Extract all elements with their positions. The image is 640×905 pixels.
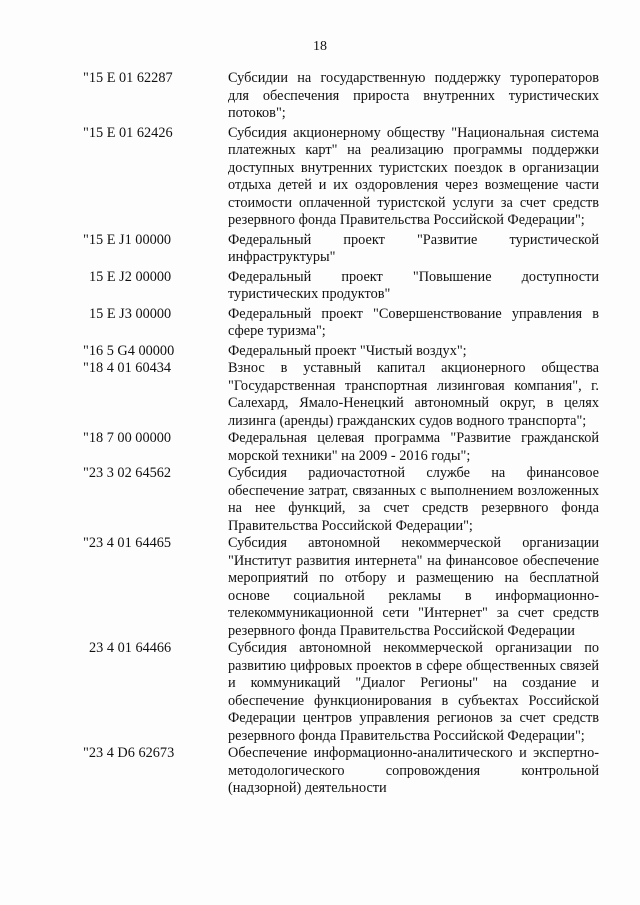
list-item [0,360,640,430]
list-item [0,125,640,230]
list-item [0,535,640,640]
budget-description: Субсидия автономной некоммерческой организации "Институт развития интернета" на финансовое обеспечение мероприятий по отбору и размещению на бесплатной основе социальной рекламы в информационно-телекоммуникационной сети "Интернет" за счет средств резервного фонда Правительства Российской Федерации [228,535,599,639]
list-item [0,465,640,535]
list-item [0,306,640,341]
budget-code: 15 E J3 00000 [89,305,172,322]
budget-description: Взнос в уставный капитал акционерного общества "Государственная транспортная лизинговая компания", г. Салехард, Ямало-Ненецкий автономный округ, в целях лизинга (аренды) гражданских судов водного транспорта"; [228,360,599,429]
budget-code-list [0,70,640,798]
list-item [0,430,640,465]
budget-code: 15 E J2 00000 [89,268,172,285]
budget-description: Субсидия автономной некоммерческой организации по развитию цифровых проектов в сфере общественных связей и коммуникаций "Диалог Регионы" на создание и обеспечение функционирования в субъектах Российской Федерации центров управления регионов за счет средств резервного фонда Правительства Российской Федерации"; [228,640,599,744]
budget-code: "18 4 01 60434 [83,360,172,376]
list-item [0,640,640,745]
budget-code: "18 7 00 00000 [83,430,172,446]
budget-description: Субсидия акционерному обществу "Национальная система платежных карт" на реализацию программы поддержки доступных внутренних туристских поездок в организации отдыха детей и их оздоровления через возмещение части стоимости оплаченной туристской услуги за счет средств резервного фонда Правительства Российской Федерации"; [228,124,599,228]
budget-description: Федеральный проект "Развитие туристической инфраструктуры" [228,231,599,265]
list-item [0,745,640,798]
list-item [0,269,640,304]
budget-code: "23 4 01 64465 [83,535,172,551]
budget-description: Федеральный проект "Совершенствование управления в сфере туризма"; [228,305,599,339]
budget-description: Обеспечение информационно-аналитического и экспертно-методологического сопровождения контрольной (надзорной) деятельности [228,745,599,796]
page-number: 18 [313,39,327,54]
budget-code: "15 E 01 62426 [83,124,173,141]
budget-code: "15 E J1 00000 [83,231,172,248]
budget-code: "23 4 D6 62673 [83,745,175,761]
list-item [0,70,640,123]
budget-code: "16 5 G4 00000 [83,342,175,359]
budget-code: 23 4 01 64466 [89,640,172,656]
budget-code: "15 E 01 62287 [83,70,173,86]
budget-code: "23 3 02 64562 [83,465,172,481]
list-item [0,343,640,361]
list-item [0,232,640,267]
budget-description: Субсидия радиочастотной службе на финансовое обеспечение затрат, связанных с выполнением возложенных на нее функций, за счет средств резервного фонда Правительства Российской Федерации"; [228,465,599,534]
budget-description: Федеральный проект "Чистый воздух"; [228,342,467,359]
budget-description: Субсидии на государственную поддержку туроператоров для обеспечения прироста внутренних туристических потоков"; [228,70,599,121]
budget-description: Федеральная целевая программа "Развитие гражданской морской техники" на 2009 - 2016 годы"; [228,430,599,464]
budget-description: Федеральный проект "Повышение доступности туристических продуктов" [228,268,599,302]
